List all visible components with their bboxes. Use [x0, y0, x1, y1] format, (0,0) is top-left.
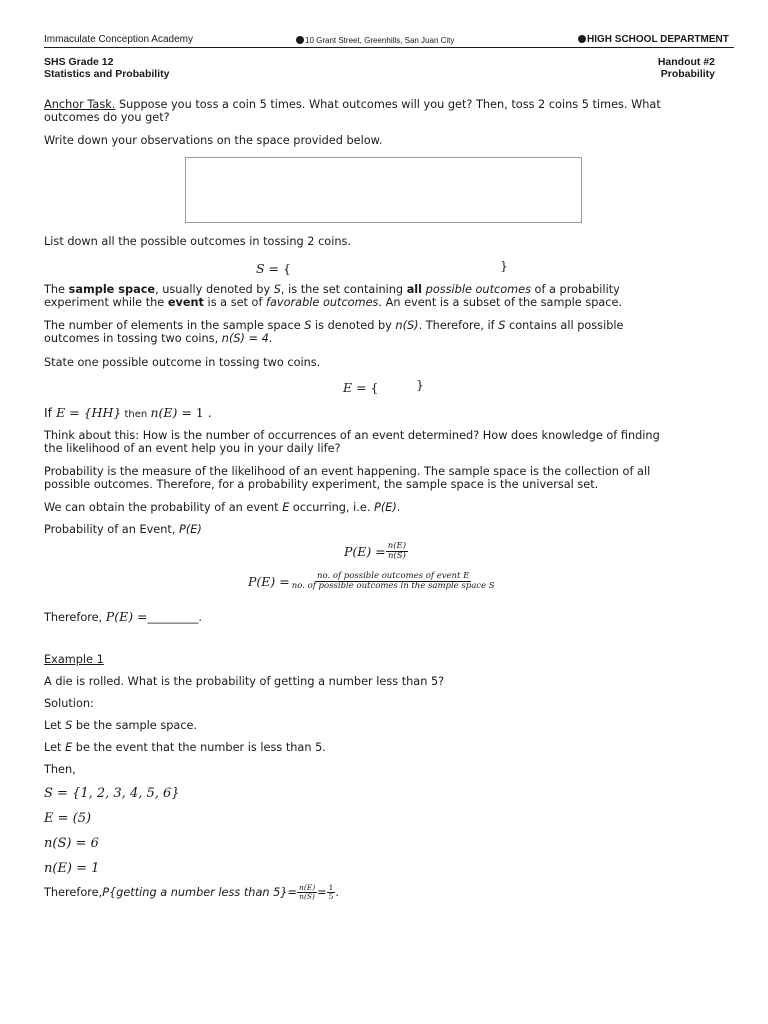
example-title: Example 1	[44, 653, 104, 666]
final-answer: Therefore, P{getting a number less than 5} = $\frac{n(E)}{n(S)}$ = $\frac{1}{5}$ .	[44, 883, 339, 901]
then-label: Then,	[44, 763, 76, 776]
n-e: n(E) = 1	[44, 861, 100, 876]
department	[578, 34, 729, 45]
school-name: Immaculate Conception Academy	[44, 34, 193, 45]
s-set: S = {1, 2, 3, 4, 5, 6}	[44, 786, 180, 801]
sample-space-equation: S = {	[256, 261, 291, 276]
formula-2: P(E) = $\frac{\text{no. of possible outcomes of event E}}{\text{no. of possible outcomes in the sample space S}}$	[248, 571, 495, 591]
grade: SHS Grade 12	[44, 56, 114, 68]
example-question: A die is rolled. What is the probability of getting a number less than 5?	[44, 675, 445, 688]
probability-def-line-1: Probability is the measure of the likelihood of an event happening. The sample space is the collection of all	[44, 465, 651, 478]
list-prompt: List down all the possible outcomes in tossing 2 coins.	[44, 235, 351, 248]
n-s: n(S) = 6	[44, 836, 99, 851]
bullet-icon	[296, 36, 304, 44]
obtain-line: We can obtain the probability of an event E occurring, i.e. P(E).	[44, 501, 401, 514]
if-line: If E = {HH} then n(E) = 1 .	[44, 405, 212, 420]
anchor-label: Anchor Task.	[44, 98, 116, 111]
school-address	[296, 36, 454, 45]
e-set: E = (5)	[44, 811, 92, 826]
observation-box[interactable]	[185, 157, 582, 223]
solution-label: Solution:	[44, 697, 94, 710]
subject: Statistics and Probability	[44, 68, 170, 80]
count-line-2: outcomes in tossing two coins, n(S) = 4.	[44, 332, 273, 345]
count-line-1: The number of elements in the sample space S is denoted by n(S). Therefore, if S contains all possible	[44, 319, 624, 332]
anchor-instruction: Write down your observations on the space provided below.	[44, 134, 383, 147]
let-s: Let S be the sample space.	[44, 719, 198, 732]
event-equation: E = {	[343, 380, 379, 395]
handout-number: Handout #2	[657, 56, 715, 68]
address-text: 10 Grant Street, Greenhills, San Juan City	[305, 36, 455, 45]
formula-1: P(E) = $\frac{n(E)}{n(S)}$	[344, 541, 407, 561]
event-close: }	[416, 377, 424, 392]
state-prompt: State one possible outcome in tossing two coins.	[44, 356, 321, 369]
therefore-line: Therefore, P(E) =_________.	[44, 609, 202, 624]
let-e: Let E be the event that the number is less than 5.	[44, 741, 326, 754]
definition-line-1: The sample space, usually denoted by S, is the set containing all possible outcomes of a probability	[44, 283, 620, 296]
header-rule	[44, 47, 734, 48]
anchor-line-1: Anchor Task. Suppose you toss a coin 5 times. What outcomes will you get? Then, toss 2 coins 5 times. What	[44, 98, 661, 111]
definition-line-2: experiment while the event is a set of favorable outcomes. An event is a subset of the sample space.	[44, 296, 623, 309]
think-line-1: Think about this: How is the number of occurrences of an event determined? How does knowledge of finding	[44, 429, 660, 442]
prob-heading: Probability of an Event, P(E)	[44, 523, 202, 536]
bullet-icon	[578, 35, 586, 43]
sample-space-close: }	[500, 258, 508, 273]
anchor-line-2: outcomes do you get?	[44, 111, 170, 124]
probability-def-line-2: possible outcomes. Therefore, for a probability experiment, the sample space is the universal set.	[44, 478, 599, 491]
department-text: HIGH SCHOOL DEPARTMENT	[587, 34, 729, 45]
topic: Probability	[660, 68, 715, 80]
think-line-2: the likelihood of an event help you in your daily life?	[44, 442, 341, 455]
